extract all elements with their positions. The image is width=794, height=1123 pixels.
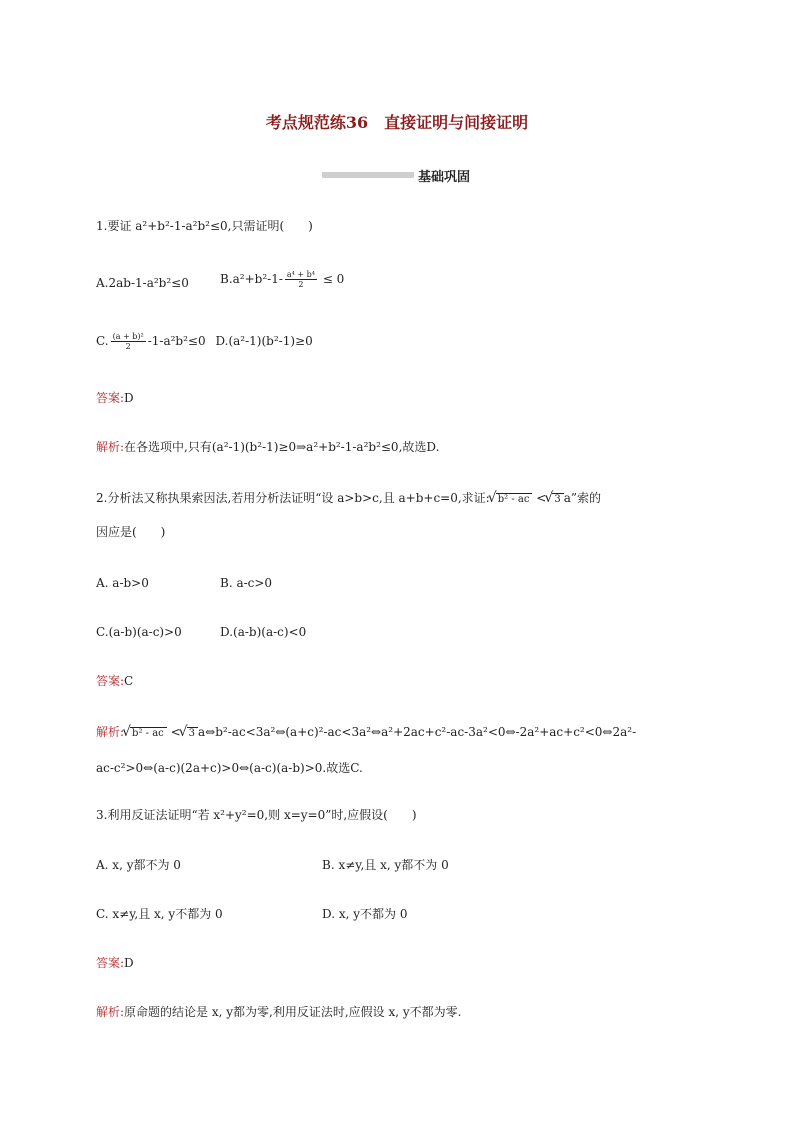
q3-analysis [96,1004,461,1020]
analysis-label: 解析: [96,1005,125,1019]
page-title: 考点规范练36 直接证明与间接证明 [265,113,529,132]
sqrt-expression: √ b² - ac [496,493,533,506]
analysis-text: 在各选项中,只有(a²-1)(b²-1)≥0⇒a²+b²-1-a²b²≤0,故选D. [124,440,440,454]
answer-value: D [124,391,134,405]
answer-value: D [124,956,134,970]
q1-option-b-fraction [285,270,317,289]
section-bar [322,172,414,178]
sqrt-expression: √ b² - ac [130,727,167,740]
answer-label: 答案: [96,956,125,970]
analysis-label: 解析: [96,725,125,739]
q1-option-b-suffix: ≤ 0 [322,272,345,286]
sqrt-expression: √ 3 [187,727,198,740]
q1-option-d: D.(a²-1)(b²-1)≥0 [215,334,313,348]
q2-stem-suffix: a”索的 [563,491,602,505]
q1-stem: 1.要证 a²+b²-1-a²b²≤0,只需证明( ) [96,219,313,233]
q2-option-b: B. a-c>0 [220,576,273,590]
q3-answer [96,955,134,971]
q1-option-b-prefix: B.a²+b²-1- [220,272,283,286]
q1-analysis [96,439,439,455]
q1-answer [96,390,134,406]
q2-option-c: C.(a-b)(a-c)>0 [96,625,182,639]
q1-option-c-fraction [111,332,146,351]
q1-option-b [220,268,344,290]
q2-analysis-line2: ac-c²>0⇔(a-c)(2a+c)>0⇔(a-c)(a-b)>0.故选C. [96,761,363,775]
q1-option-a: A.2ab-1-a²b²≤0 [96,276,189,290]
q2-option-a: A. a-b>0 [96,576,149,590]
answer-label: 答案: [96,391,125,405]
q2-stem-prefix: 2.分析法又称执果索因法,若用分析法证明“设 a>b>c,且 a+b+c=0,求证: [96,491,490,505]
q3-option-c: C. x≠y,且 x, y不都为 0 [96,907,223,921]
q1-option-c [96,330,313,352]
q2-analysis [96,722,636,742]
answer-value: C [124,674,134,688]
answer-label: 答案: [96,674,125,688]
q3-stem: 3.利用反证法证明“若 x²+y²=0,则 x=y=0”时,应假设( ) [96,808,417,822]
q2-option-d: D.(a-b)(a-c)<0 [220,625,307,639]
fraction-numerator: a⁴ + b⁴ [286,270,315,279]
less-than: < [170,725,181,739]
fraction-numerator: (a + b)² [112,332,144,341]
analysis-text: a⇔b²-ac<3a²⇔(a+c)²-ac<3a²⇔a²+2ac+c²-ac-3a²<0⇔-2a²+ac+c²<0⇔2a²- [198,725,637,739]
q3-option-d: D. x, y不都为 0 [322,907,408,921]
fraction-denominator: 2 [125,342,131,351]
less-than: < [536,491,547,505]
sqrt-expression: √ 3 [552,493,563,506]
q1-option-c-prefix: C. [96,334,109,348]
q2-answer [96,673,133,689]
q3-option-b: B. x≠y,且 x, y都不为 0 [322,858,449,872]
q2-stem-line2: 因应是( ) [96,525,166,539]
q1-option-c-suffix: -1-a²b²≤0 [147,334,206,348]
q2-stem [96,488,601,508]
q3-option-a: A. x, y都不为 0 [96,858,181,872]
fraction-denominator: 2 [298,280,304,289]
analysis-label: 解析: [96,440,125,454]
section-label: 基础巩固 [418,170,471,185]
analysis-text: 原命题的结论是 x, y都为零,利用反证法时,应假设 x, y不都为零. [124,1005,462,1019]
